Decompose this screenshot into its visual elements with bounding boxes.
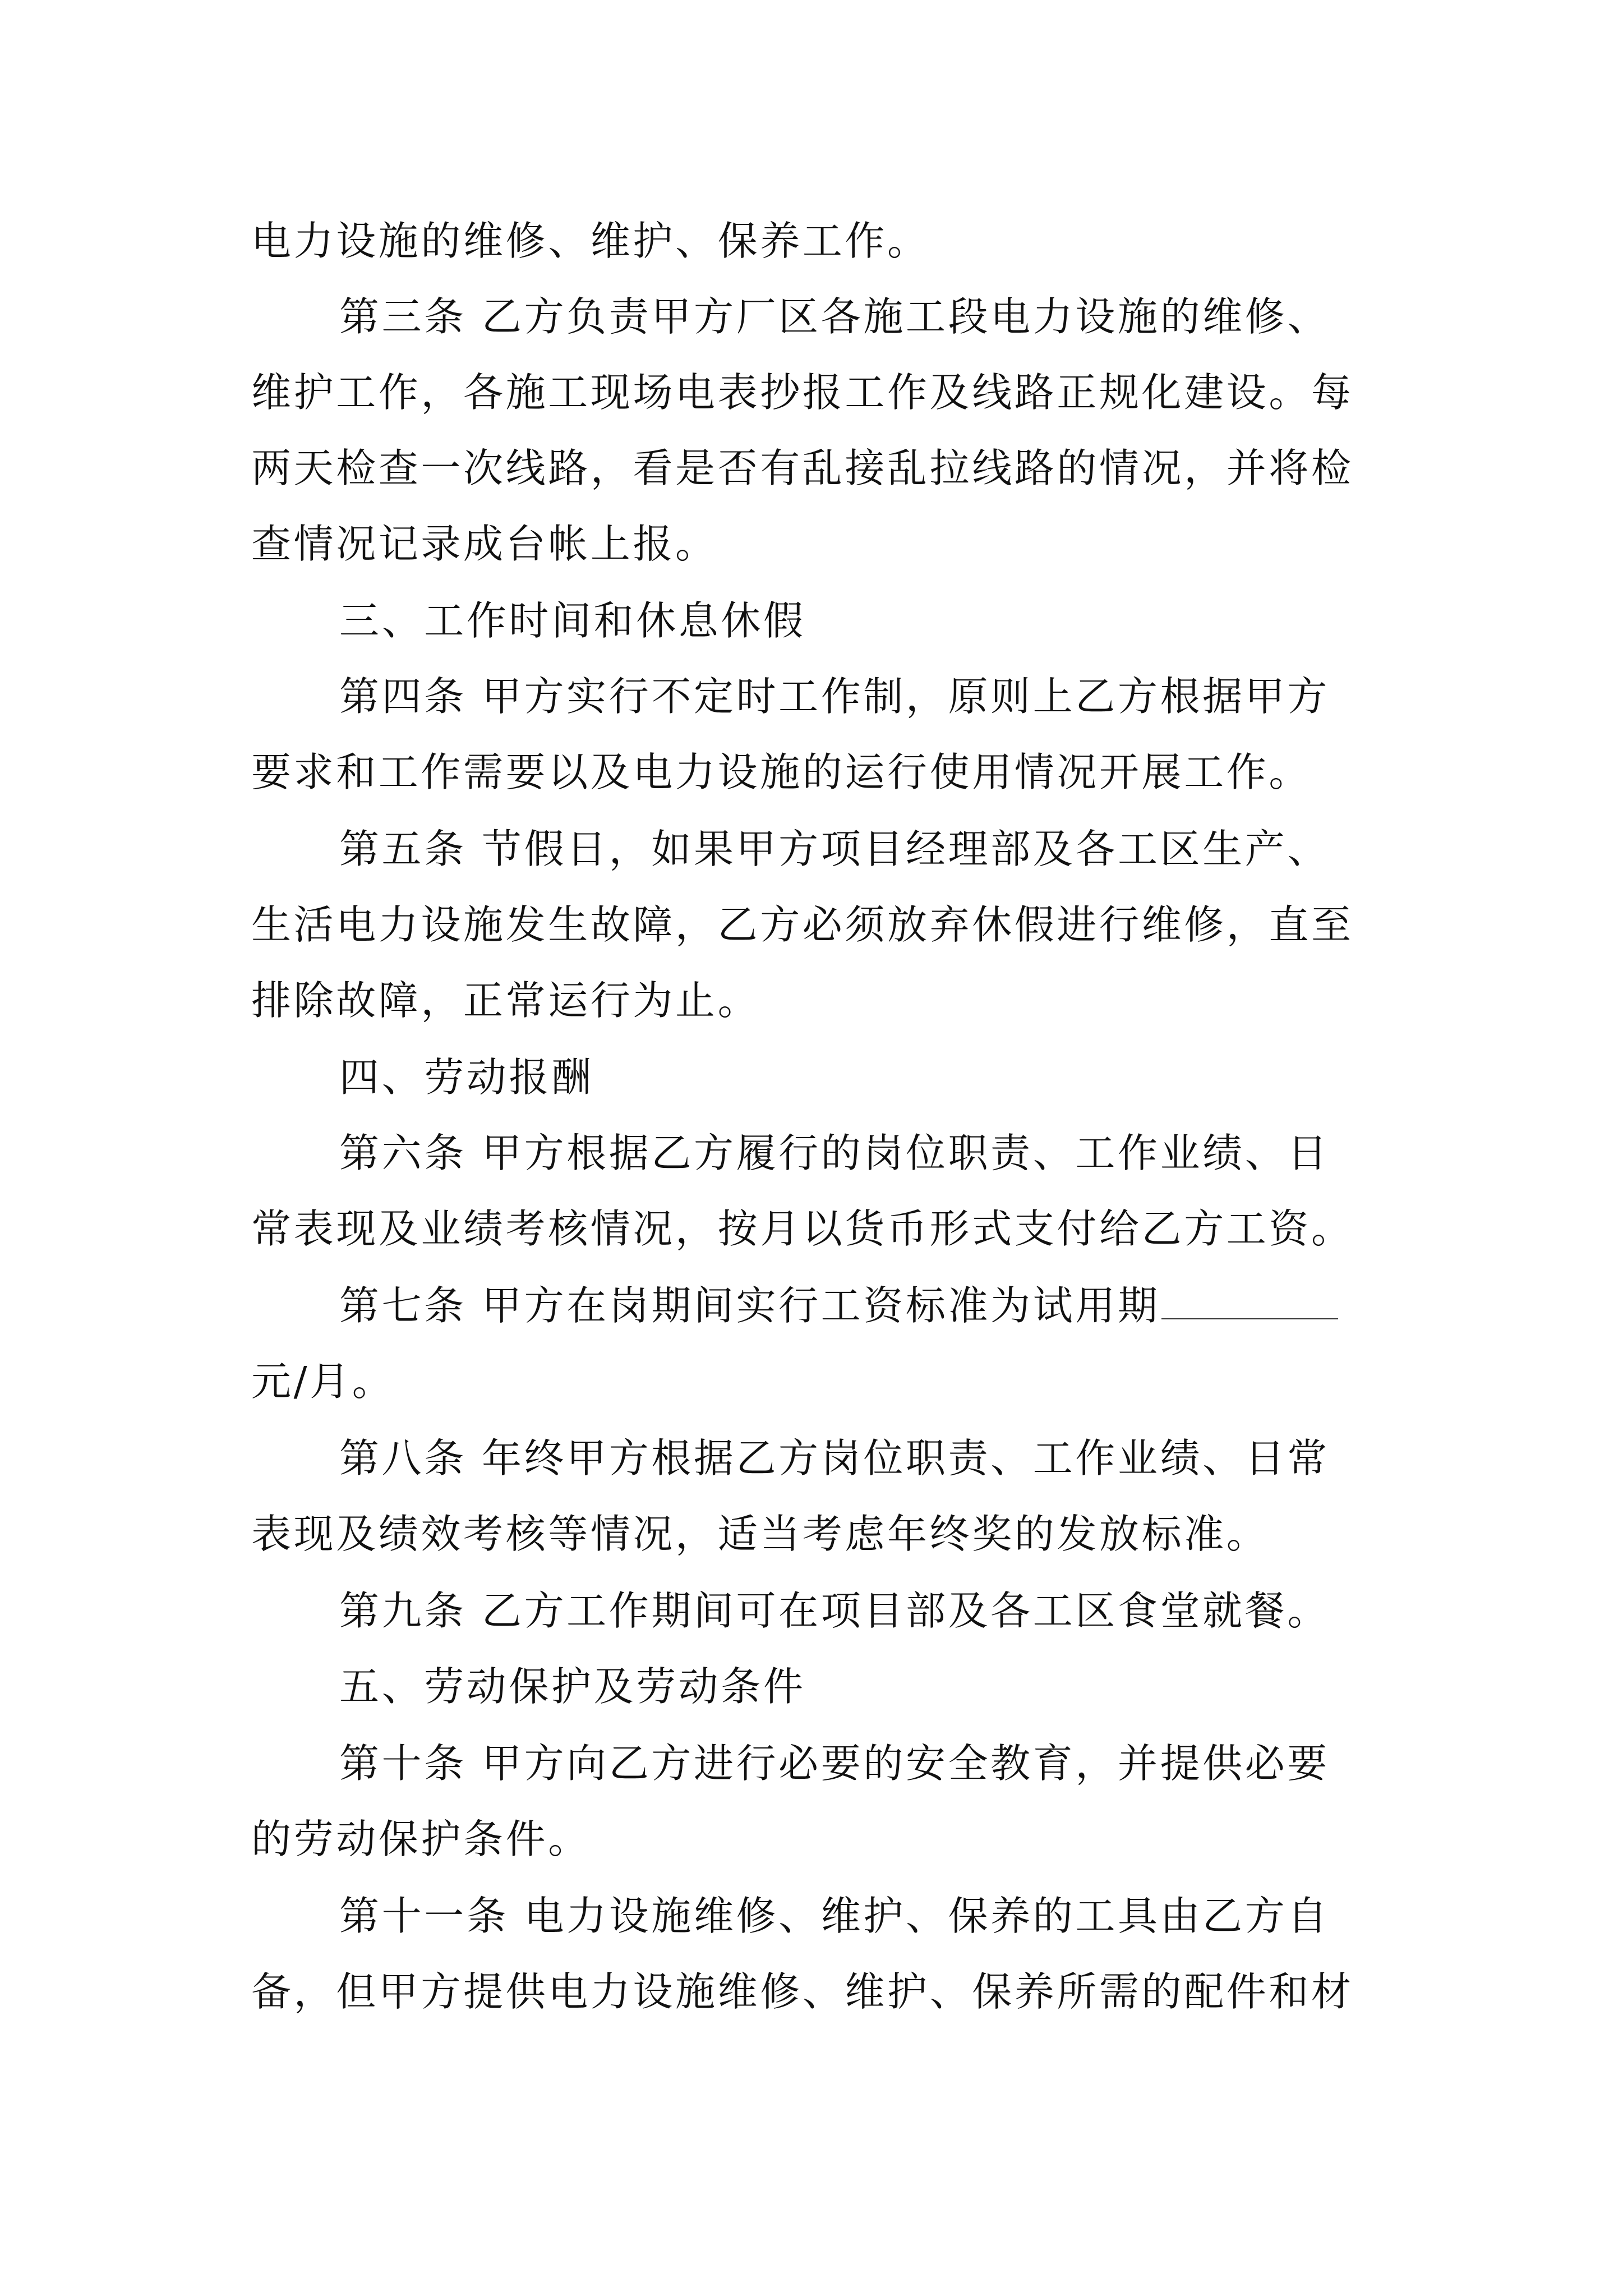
paragraph-text: 第七条 甲方在岗期间实行工资标准为试用期 (339, 1282, 1160, 1329)
paragraph-line: 第四条 甲方实行不定时工作制，原则上乙方根据甲方 (339, 673, 1330, 720)
paragraph-line: 生活电力设施发生故障，乙方必须放弃休假进行维修，直至 (251, 901, 1354, 948)
paragraph-line: 查情况记录成台帐上报。 (251, 521, 718, 567)
paragraph-line: 元/月。 (251, 1358, 395, 1405)
paragraph-line: 第六条 甲方根据乙方履行的岗位职责、工作业绩、日 (339, 1130, 1330, 1176)
paragraph-line-with-blank (339, 1281, 1405, 1331)
paragraph-line: 排除故障，正常运行为止。 (251, 977, 760, 1024)
paragraph-line: 维护工作，各施工现场电表抄报工作及线路正规化建设。每 (251, 369, 1354, 416)
paragraph-line: 两天检查一次线路，看是否有乱接乱拉线路的情况，并将检 (251, 445, 1354, 491)
paragraph-line: 第十条 甲方向乙方进行必要的安全教育，并提供必要 (339, 1740, 1330, 1787)
paragraph-line: 常表现及业绩考核情况，按月以货币形式支付给乙方工资。 (251, 1205, 1354, 1252)
paragraph-line: 第五条 节假日，如果甲方项目经理部及各工区生产、 (339, 826, 1330, 872)
paragraph-line: 的劳动保护条件。 (251, 1816, 591, 1862)
section-heading: 四、劳动报酬 (339, 1054, 594, 1101)
section-heading: 五、劳动保护及劳动条件 (339, 1663, 806, 1710)
fill-in-blank[interactable] (1161, 1316, 1338, 1319)
paragraph-line: 要求和工作需要以及电力设施的运行使用情况开展工作。 (251, 749, 1312, 795)
paragraph-line: 第三条 乙方负责甲方厂区各施工段电力设施的维修、 (339, 293, 1330, 340)
section-heading: 三、工作时间和休息休假 (339, 597, 806, 644)
paragraph-line: 表现及绩效考核等情况，适当考虑年终奖的发放标准。 (251, 1511, 1269, 1557)
paragraph-line: 第九条 乙方工作期间可在项目部及各工区食堂就餐。 (339, 1588, 1330, 1634)
paragraph-line: 电力设施的维修、维护、保养工作。 (251, 218, 930, 264)
paragraph-line: 第十一条 电力设施维修、维护、保养的工具由乙方自 (339, 1893, 1330, 1939)
paragraph-line: 备，但甲方提供电力设施维修、维护、保养所需的配件和材 (251, 1968, 1354, 2015)
paragraph-line: 第八条 年终甲方根据乙方岗位职责、工作业绩、日常 (339, 1435, 1330, 1481)
